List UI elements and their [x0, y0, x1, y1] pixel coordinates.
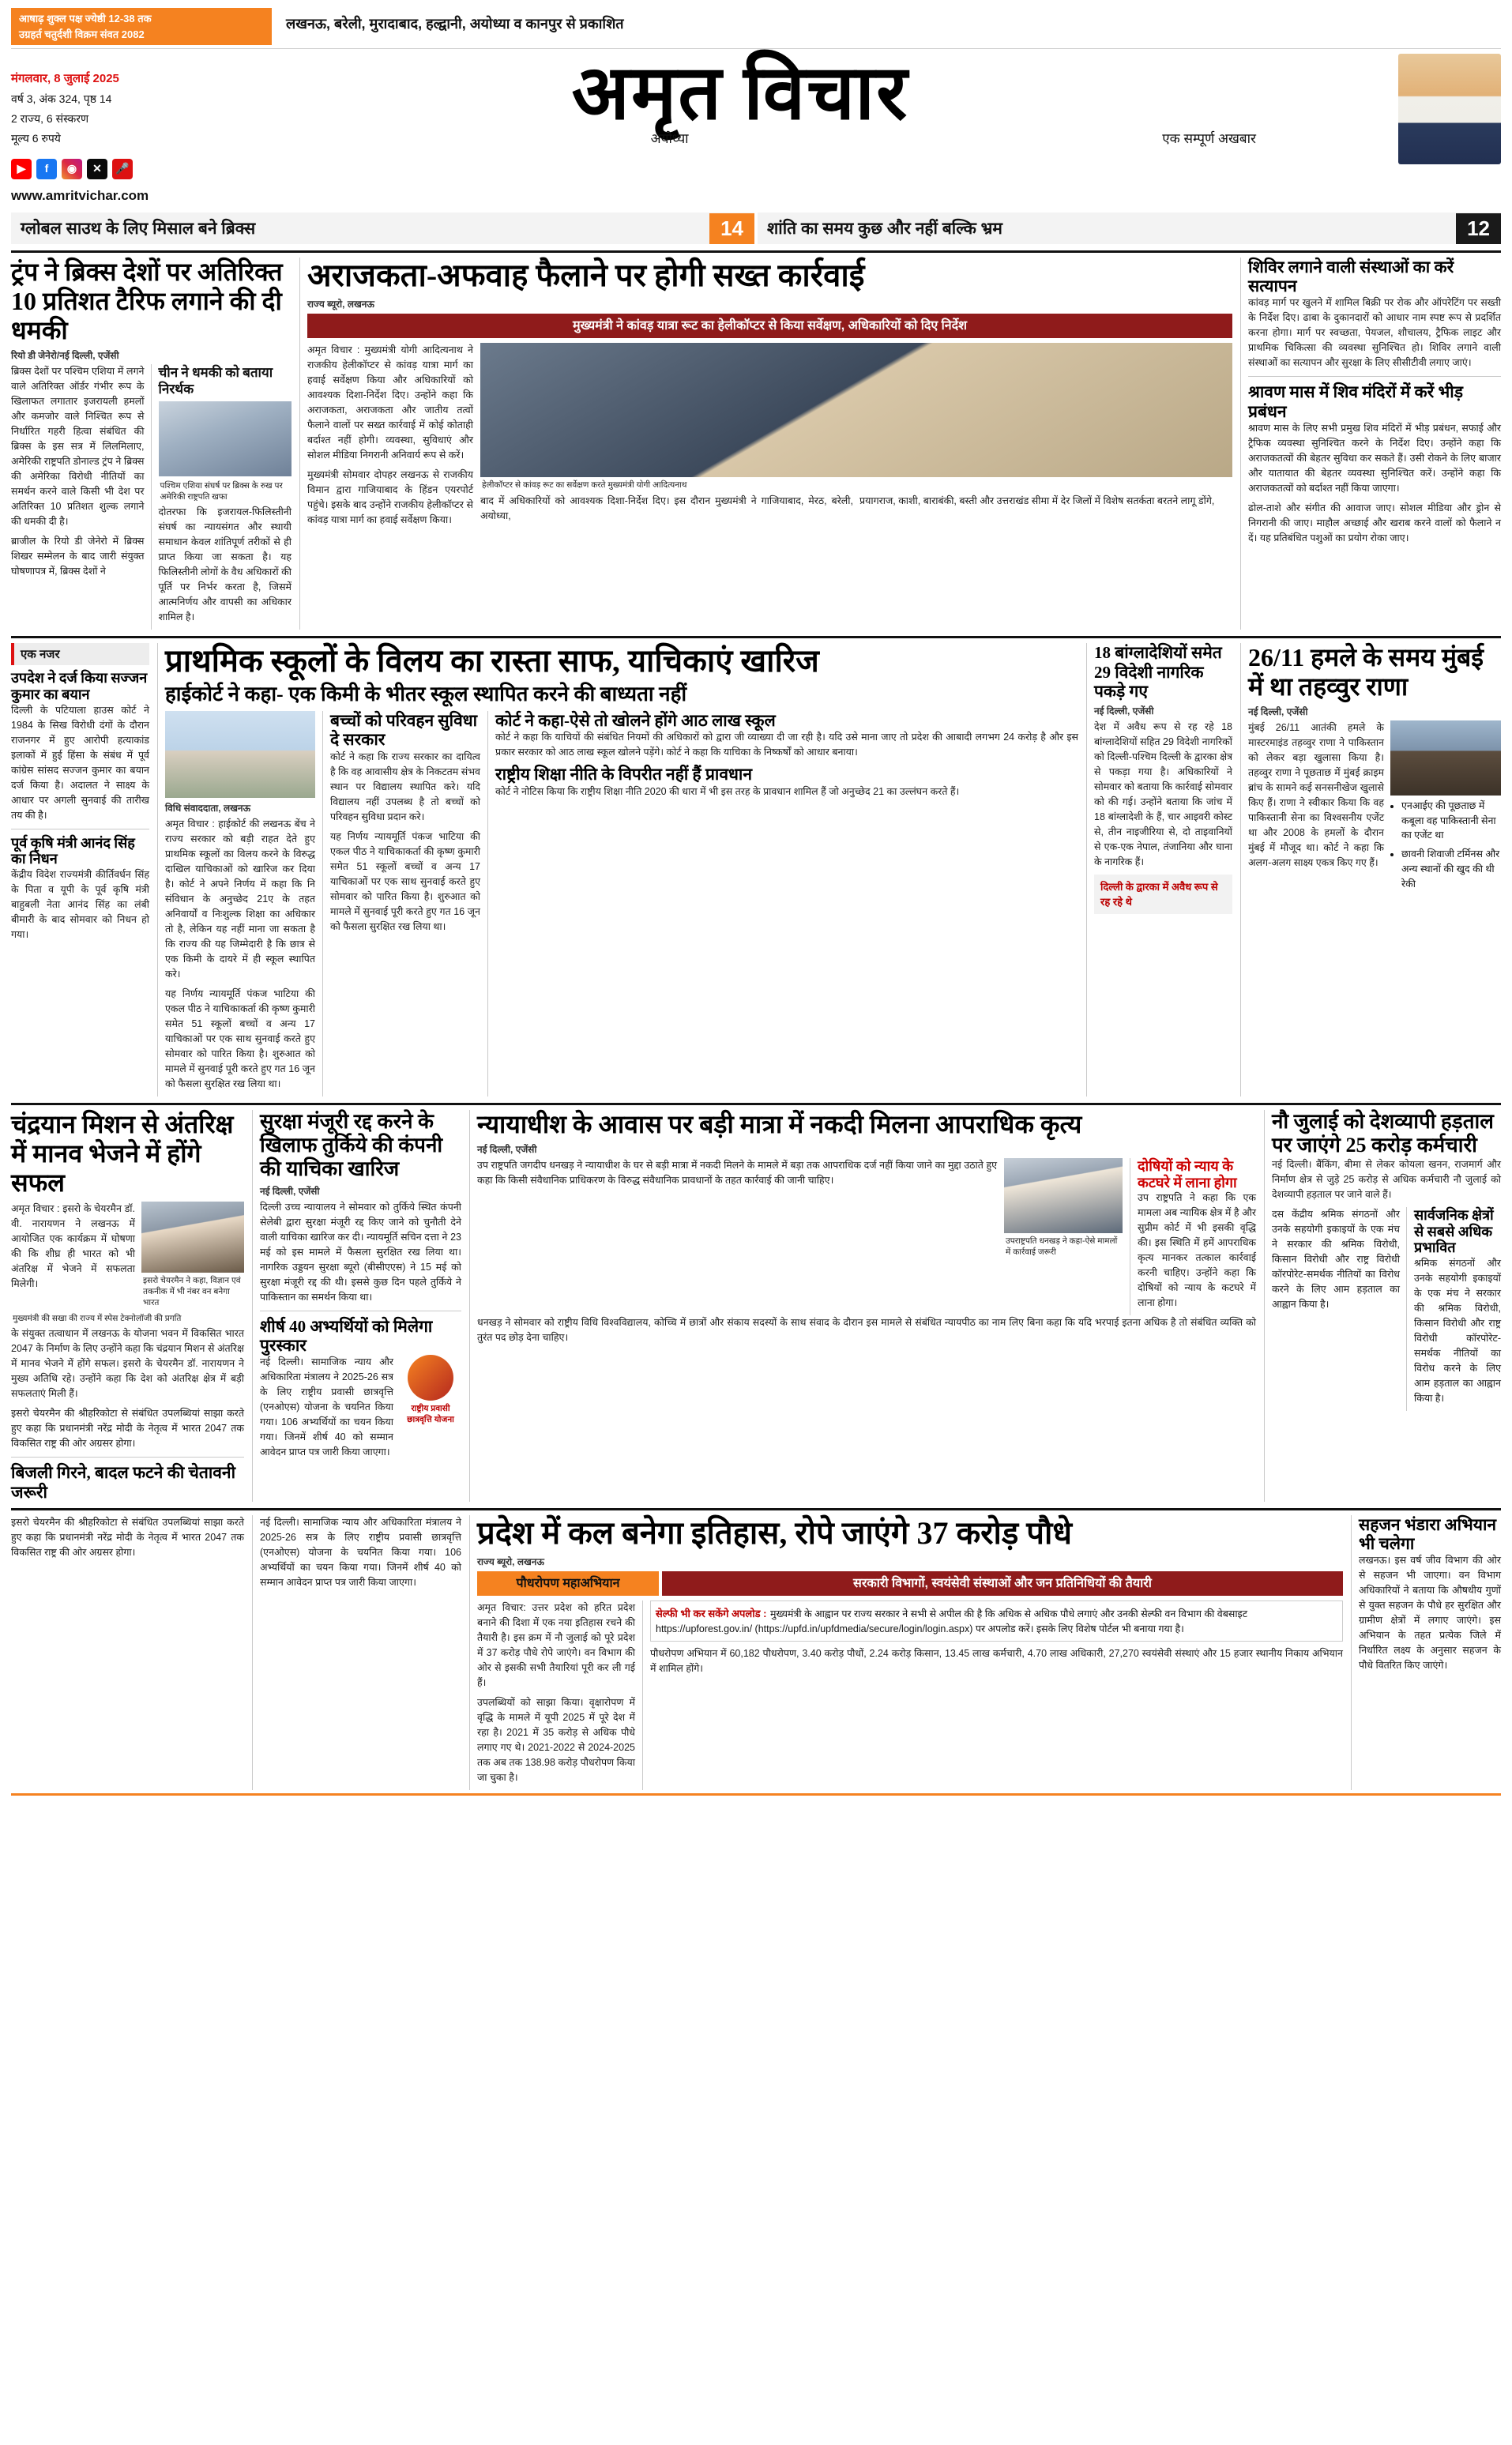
- cm-story: [299, 258, 1232, 630]
- panchang-line-1: आषाढ़ शुक्ल पक्ष ज्येष्ठी 12-38 तक: [19, 13, 152, 24]
- chandrayaan-photo-caption: इसरो चेयरमैन ने कहा, विज्ञान एवं तकनीक में भी नंबर वन बनेगा भारत: [143, 1275, 241, 1308]
- strike-story: [1264, 1110, 1501, 1501]
- ek-nazar-item-1-body: दिल्ली के पटियाला हाउस कोर्ट ने 1984 के सिख विरोधी दंगों के दौरान राजनगर में हुए आरोपी हत्याकांड इलाकों में हुई हिंसा के संबंध में पूर्व कांग्रेस सांसद सज्जन कुमार का बयान दर्ज किया है। अदालत ने साक्ष्य के आधार पर अगली सुनवाई की तारीख तय की है।: [11, 704, 149, 821]
- trees-body-2: उपलब्धियों को साझा किया। वृक्षारोपण में वृद्धि के मामले में यूपी 2025 में पूरे देश में रहा है। 2021 में 35 करोड़ से अधिक पौधे लगाए गए थे। 2021-2022 से 2024-2025 तक अब तक 138.98 करोड़ पौधरोपण किया जा चुका है।: [477, 1696, 635, 1783]
- cm-photo-caption: हेलीकॉप्टर से कांवड़ रूट का सर्वेक्षण करते मुख्यमंत्री योगी आदित्यनाथ: [482, 480, 687, 491]
- scheme-logo-icon: [408, 1355, 453, 1401]
- trees-byline: राज्य ब्यूरो, लखनऊ: [477, 1555, 544, 1567]
- school-subheadline: हाईकोर्ट ने कहा- एक किमी के भीतर स्कूल स्थापित करने की बाध्यता नहीं: [165, 683, 687, 706]
- promo-right[interactable]: [758, 213, 1501, 244]
- rana-body: मुंबई 26/11 आतंकी हमले के मास्टरमाइंड तहव्वुर राणा ने पाकिस्तान को लेकर बड़ा खुलासा किया है। तहव्वुर राणा ने पूछताछ में मुंबई क्राइम ब्रांच के सामने कई सनसनीखेज खुलासे किए हैं। राणा ने स्वीकार किया कि वह पाकिस्तानी सेना का विश्वसनीय एजेंट था और 2008 के हमलों के दौरान मुंबई में मौजूद था। कोर्ट ने कहा कि अलग-अलग साक्ष्य एकत्र किए गए हैं।: [1248, 721, 1384, 868]
- rana-byline: नई दिल्ली, एजेंसी: [1248, 705, 1308, 717]
- cm-body-1b: मुख्यमंत्री सोमवार दोपहर लखनऊ से राजकीय विमान द्वारा गाजियाबाद के हिंडन एयरपोर्ट पहुंचे। इसके बाद उन्होंने राजकीय हेलीकॉप्टर से कांवड़ यात्रा मार्ग का हवाई सर्वेक्षण किया।: [307, 469, 473, 526]
- bangladeshi-headline: 18 बांग्लादेशियों समेत 29 विदेशी नागरिक पकड़े गए: [1094, 643, 1222, 701]
- promo-left[interactable]: [11, 213, 754, 244]
- shravan-body: श्रावण मास के लिए सभी प्रमुख शिव मंदिरों में भीड़ प्रबंधन, सफाई और ट्रैफिक व्यवस्था सुनिश्चित करने के निर्देश दिए। उन्होंने कहा कि अराजकतत्वों की बेहतर सुविधा कर सकते हैं। उसी रोकने के लिए बाजार और यातायात की बेहतर व्यवस्था सुनिश्चित करें। उन्होंने कहा कि अराजकतत्वों को बर्दाश्त नहीं किया जाएगा।: [1248, 422, 1501, 494]
- turkey-byline: नई दिल्ली, एजेंसी: [260, 1185, 320, 1197]
- panchang-line-2: उग्रहर्त चतुर्दशी विक्रम संवत 2082: [19, 28, 145, 40]
- promo-right-page: 12: [1456, 213, 1501, 244]
- trees-left-text-2: नई दिल्ली। सामाजिक न्याय और अधिकारिता मंत्रालय ने 2025-26 सत्र के लिए राष्ट्रीय प्रवासी छात्रवृत्ति (एनओएस) योजना के चयनित किया गया। 106 अभ्यर्थियों का चयन किया गया। जिनमें शीर्ष 40 को सम्मान आवेदन प्राप्त पत्र जारी किया जाएगा।: [260, 1516, 461, 1588]
- masthead: [11, 51, 1501, 208]
- second-news-block: [11, 643, 1501, 1096]
- shravan-body-2: ढोल-ताशे और संगीत की आवाज जाए। सोशल मीडिया और ड्रोन से निगरानी की जाए। माहौल अच्छाई और खराब करने वालों को फैलाने न दें। यह प्रतिबंधित पशुओं का प्रयोग रोका जाए।: [1248, 502, 1501, 544]
- trees-stats: पौधरोपण अभियान में 60,182 पौधरोपण, 3.40 करोड़ पौधों, 2.24 करोड़ किसान, 13.45 लाख कर्मचारी, 4.70 लाख अधिकारी, 27,270 स्वयंसेवी संस्थाएं और 15 हजार स्थानीय निकाय अभियान में शामिल होंगे।: [650, 1648, 1343, 1675]
- promo-left-text: ग्लोबल साउथ के लिए मिसाल बने ब्रिक्स: [21, 220, 256, 239]
- dhankhar-photo: [1004, 1158, 1123, 1233]
- panchang-box: [11, 8, 272, 45]
- website-url[interactable]: www.amritvichar.com: [11, 187, 149, 203]
- judge-story: [469, 1110, 1256, 1501]
- bangladeshi-sidebox-text: दिल्ली के द्वारका में अवैध रूप से रह रहे थे: [1100, 880, 1218, 908]
- masthead-center: [177, 51, 1303, 147]
- eight-lakh-head: कोर्ट ने कहा-ऐसे तो खोलने होंगे आठ लाख स्कूल: [495, 711, 776, 731]
- strike-box-body: श्रमिक संगठनों और उनके सहयोगी इकाइयों के एक मंच ने सरकार की श्रमिक विरोधी, किसान विरोधी और राष्ट्र विरोधी कॉरपोरेट-समर्थक नीतियों का विरोध करने के लिए आम हड़ताल का आह्वान किया है।: [1414, 1258, 1501, 1405]
- cm-body-1: अमृत विचार : मुख्यमंत्री योगी आदित्यनाथ ने राजकीय हेलीकॉप्टर से कांवड़ यात्रा मार्ग का हवाई सर्वेक्षण किया और अधिकारियों को आवश्यक दिशा-निर्देश दिए। उन्होंने कहा कि अराजकता, अराजकता और जातीय तत्वों फैलाने वालों पर सख्त कार्रवाई में कोई कोताही बर्दाश्त नहीं होगी। व्यवस्था, सुविधाएं और सोशल मीडिया निगरानी अनिवार्य रूप से करें।: [307, 344, 473, 461]
- judge-byline: नई दिल्ली, एजेंसी: [477, 1144, 537, 1156]
- school-body-b: यह निर्णय न्यायमूर्ति पंकज भाटिया की एकल पीठ ने याचिकाकर्ता की कृष्ण कुमारी समेत 51 स्कूलों बच्चों व अन्य 17 याचिकाओं पर एक साथ सुनवाई करते हुए सोमवार को पारित किया है। शुरुआत को मामले में सुनवाई पूरी करते हुए गत 16 जून को फैसला सुरक्षित रख लिया था।: [165, 988, 315, 1090]
- trump-sub-headline: चीन ने धमकी को बताया निरर्थक: [158, 364, 273, 397]
- trees-story: [469, 1515, 1343, 1790]
- promo-bar: [11, 213, 1501, 244]
- cm-body-2b: प्रयागराज, काशी, बाराबंकी, बस्ती और उत्तराखंड सीमा में देर जिलों में विशेष सतर्कता बरतने लागू डोंगे,: [859, 495, 1215, 506]
- ek-nazar-column: [11, 643, 149, 1096]
- youtube-icon[interactable]: ▶: [11, 159, 32, 179]
- selfie-box-head: सेल्फी भी कर सकेंगे अपलोड :: [656, 1607, 767, 1619]
- transport-box-body: कोर्ट ने कहा कि राज्य सरकार का दायित्व है कि वह आवासीय क्षेत्र के निकटतम संभव स्थान पर विद्यालय स्थापित करे। यदि विद्यालय नहीं उपलब्ध है तो बच्चों को परिवहन सुविधा प्रदान करे।: [330, 750, 480, 822]
- social-icons-row: [11, 159, 177, 179]
- strike-byline: नई दिल्ली। बैंकिंग, बीमा से लेकर कोयला खनन, राजमार्ग और निर्माण क्षेत्र से जुड़े 25 करोड़ से अधिक कर्मचारी नौ जुलाई को देशव्यापी हड़ताल पर जाने वाले हैं।: [1272, 1159, 1501, 1201]
- taj-hotel-photo: [1390, 720, 1501, 796]
- bangladeshi-sidebox: [1094, 875, 1232, 914]
- sahjan-body: लखनऊ। इस वर्ष जीव विभाग की ओर से सहजन भी जाएगा। वन विभाग अधिकारियों ने बताया कि औषधीय गुणों से युक्त सहजन के पौधे हर सुरक्षित और ग्रामीण क्षेत्रों में लगाए जाएंगे। इस अभियान के तहत प्रत्येक जिले में निर्धारित लक्ष्य के अनुसार सहजन के पौधे वितरित किए जाएंगे।: [1359, 1554, 1501, 1671]
- editions-line: 2 राज्य, 6 संस्करण: [11, 112, 89, 126]
- transport-box-head: बच्चों को परिवहन सुविधा दे सरकार: [330, 711, 478, 750]
- cm-helicopter-photo: [480, 343, 1232, 477]
- rana-headline: 26/11 हमले के समय मुंबई में था तहव्वुर राणा: [1248, 643, 1484, 702]
- rana-story: [1240, 643, 1501, 1096]
- chandrayaan-body: के संयुक्त तत्वाधान में लखनऊ के योजना भवन में विकसित भारत 2047 के निर्माण के लिए उन्होंने कहा कि चंद्रयान मिशन से अंतरिक्ष में मानव भेजने में होंगे सफल। इसरो के चेयरमैन डॉ. नारायणन ने मुख्य अतिथि रहे। उन्होंने कहा कि देश को अंतरिक्ष क्षेत्र में बड़ी सफलताएं मिली हैं।: [11, 1328, 244, 1400]
- top-strip: [11, 8, 1501, 49]
- rana-bullets: [1390, 799, 1501, 892]
- trump-headline: ट्रंप ने ब्रिक्स देशों पर अतिरिक्त 10 प्रतिशत टैरिफ लगाने की दी धमकी: [11, 258, 283, 344]
- newspaper-title: अमृत विचार: [571, 51, 909, 135]
- bijli-headline: बिजली गिरने, बादल फटने की चेतावनी जरूरी: [11, 1463, 236, 1502]
- publication-cities: लखनऊ, बरेली, मुरादाबाद, हल्द्वानी, अयोध्या व कानपुर से प्रकाशित: [286, 16, 624, 32]
- trump-byline: रियो डी जेनेरो/नई दिल्ली, एजेंसी: [11, 349, 119, 361]
- trump-photo: [159, 401, 292, 476]
- sahjan-story: [1351, 1515, 1501, 1790]
- convict-box-body: उप राष्ट्रपति ने कहा कि एक मामला अब न्यायिक क्षेत्र में है और सुप्रीम कोर्ट में भी इसकी वृद्धि की। इस स्थिति में हमें आपराधिक कृत्य मानकर तत्काल कार्रवाई करनी चाहिए। उन्होंने कहा कि दोषियों को न्याय के कटघरे में लाना होगा।: [1138, 1192, 1256, 1309]
- trump-photo-caption: पश्चिम एशिया संघर्ष पर ब्रिक्स के रुख पर अमेरिकी राष्ट्रपति खफा: [160, 481, 283, 502]
- trees-body: अमृत विचार: उत्तर प्रदेश को हरित प्रदेश बनाने की दिशा में एक नया इतिहास रचने की तैयारी है। इस क्रम में नौ जुलाई को पूरे प्रदेश में 37 करोड़ पौधे रोपे जाएंगे। वन विभाग की ओर से इसकी सभी तैयारियां पूरी कर ली गई हैं।: [477, 1601, 635, 1688]
- trees-left-filler-2: [252, 1515, 461, 1790]
- leader-portrait-photo: [1398, 54, 1501, 164]
- trees-left-filler: [11, 1515, 244, 1790]
- scheme-name: राष्ट्रीय प्रवासी छात्रवृत्ति योजना: [407, 1404, 454, 1425]
- strike-box-head: सार्वजनिक क्षेत्रों से सबसे अधिक प्रभावित: [1414, 1207, 1494, 1256]
- strike-headline: नौ जुलाई को देशव्यापी हड़ताल पर जाएंगे 25 करोड़ कर्मचारी: [1272, 1110, 1494, 1157]
- mic-icon[interactable]: 🎤: [112, 159, 133, 179]
- cm-banner: मुख्यमंत्री ने कांवड़ यात्रा रूट का हेलीकॉप्टर से किया सर्वेक्षण, अधिकारियों को दिए निर्देश: [307, 314, 1232, 338]
- school-headline: प्राथमिक स्कूलों के विलय का रास्ता साफ, याचिकाएं खारिज: [165, 643, 819, 679]
- price-line: मूल्य 6 रुपये: [11, 132, 61, 145]
- judge-body-2: धनखड़ ने सोमवार को राष्ट्रीय विधि विश्वविद्यालय, कोच्चि में छात्रों और संकाय सदस्यों के साथ संवाद के दौरान इस मामले से संबंधित न्यायपीठ का नाम लिए बिना कहा कि यदि भरपाई इतना अधिक है तो संबंधित व्यक्ति को तुरंत पद छोड़ देना चाहिए।: [477, 1317, 1256, 1344]
- promo-right-text: शांति का समय कुछ और नहीं बल्कि भ्रम: [767, 220, 1002, 239]
- ek-nazar-item-2-head: पूर्व कृषि मंत्री आनंद सिंह का निधन: [11, 834, 135, 867]
- x-icon[interactable]: ✕: [87, 159, 107, 179]
- rana-bullet-2: • छावनी शिवाजी टर्मिनस और अन्य स्थानों की खुद की थी रेकी: [1401, 847, 1501, 891]
- turkey-body: दिल्ली उच्च न्यायालय ने सोमवार को तुर्किये स्थित कंपनी सेलेबी द्वारा सुरक्षा मंजूरी रद्द किए जाने को चुनौती देने वाली याचिका खारिज कर दी। न्यायमूर्ति सचिन दत्ता ने 23 मई को इस मामले में फैसला सुरक्षित रख लिया था। नागरिक उड्डयन सुरक्षा ब्यूरो (बीसीएएस) ने 15 मई को सुरक्षा मंजूरी रद्द की थी। इससे कुछ दिन पहले तुर्किये ने पाकिस्तान का समर्थन किया था।: [260, 1201, 461, 1303]
- selfie-box-body: मुख्यमंत्री के आह्वान पर राज्य सरकार ने सभी से अपील की है कि अधिक से अधिक पौधे लगाएं और उनकी सेल्फी वन विभाग की वेबसाइट https://upforest.gov.in/ (https://upfd.in/upfdmedia/secure/login/login.aspx) पर अपलोड करें। इसके लिए विशेष पोर्टल भी बनाया गया है।: [656, 1608, 1247, 1634]
- ek-nazar-title: एक नजर: [11, 643, 149, 665]
- cm-headline: अराजकता-अफवाह फैलाने पर होगी सख्त कार्रवाई: [307, 258, 865, 294]
- nep-head: राष्ट्रीय शिक्षा नीति के विपरीत नहीं हैं प्रावधान: [495, 765, 753, 784]
- volume-line: वर्ष 3, अंक 324, पृष्ठ 14: [11, 92, 112, 105]
- masthead-tagline: एक सम्पूर्ण अखबार: [1162, 130, 1256, 146]
- chandrayaan-caption-2: मुख्यमंत्री की सखा की राज्य में स्पेस टेक्नोलॉजी की प्रगति: [13, 1314, 182, 1324]
- rana-bullet-1: • एनआईए की पूछताछ में कबूला वह पाकिस्तानी सेना का एजेंट था: [1401, 799, 1501, 843]
- eight-lakh-body: कोर्ट ने कहा कि याचियों की संबंधित नियमों की अधिकारों को द्वारा जी व्याख्या दी जा रही है। यदि उसे माना जाए तो प्रदेश की आबादी लगभग 24 करोड़ है और इस प्रकार सरकार को आठ लाख स्कूल खोलने पड़ेंगे। कोर्ट ने कहा कि याचिका के निष्कर्षों को आधार बनाया।: [495, 732, 1078, 758]
- sahjan-headline: सहजन भंडारा अभियान भी चलेगा: [1359, 1514, 1497, 1553]
- masthead-edition-city: अयोध्या: [650, 130, 689, 146]
- trees-block: [11, 1515, 1501, 1790]
- ek-nazar-item-2-body: केंद्रीय विदेश राज्यमंत्री कीर्तिवर्धन सिंह के पिता व यूपी के पूर्व कृषि मंत्री बाहुबली नेता आनंद सिंह का लंबी बीमारी के बाद सोमवार को निधन हो गया।: [11, 869, 149, 941]
- trees-banner-right: सरकारी विभागों, स्वयंसेवी संस्थाओं और जन प्रतिनिधियों की तैयारी: [662, 1571, 1343, 1596]
- ek-nazar-item-1-head: उपदेश ने दर्ज किया सज्जन कुमार का बयान: [11, 670, 148, 703]
- high-court-photo: [165, 711, 315, 798]
- judge-headline: न्यायाधीश के आवास पर बड़ी मात्रा में नकदी मिलना आपराधिक कृत्य: [477, 1110, 1082, 1139]
- bangladeshi-body: देश में अवैध रूप से रह रहे 18 बांग्लादेशियों सहित 29 विदेशी नागरिकों को दिल्ली-पश्चिम दिल्ली के द्वारका क्षेत्र से पकड़ा गया है। अधिकारियों ने सोमवार को बताया कि कार्रवाई सोमवार को की गई। उन्होंने बताया कि जांच में 18 बांग्लादेशी के हैं, चार आइवरी कोस्ट से, तीन नाइजीरिया से, दो ताइवानियों से एक-एक नेपाल, तंजानिया और घाना के नागरिक हैं।: [1094, 720, 1232, 867]
- judge-body: उप राष्ट्रपति जगदीप धनखड़ ने न्यायाधीश के घर से बड़ी मात्रा में नकदी मिलने के मामले में बड़ा तक आपराधिक दर्ज नहीं किया जाने का मुद्दा उठाते हुए कहा कि किसी संवैधानिक प्राधिकरण के विरुद्ध संवैधानिक प्रावधानों के तहत कार्रवाई की जानी चाहिए।: [477, 1160, 997, 1187]
- turkey-headline: सुरक्षा मंजूरी रद्द करने के खिलाफ तुर्किये की कंपनी की याचिका खारिज: [260, 1110, 443, 1181]
- camps-story: [1240, 258, 1501, 630]
- nep-body: कोर्ट ने नोटिस किया कि राष्ट्रीय शिक्षा नीति 2020 की धारा में भी इस तरह के प्रावधान शामिल हैं जो अनुच्छेद 21 का उल्लंघन करते हैं।: [495, 785, 960, 797]
- selfie-box: [650, 1601, 1343, 1642]
- chandrayaan-story: [11, 1110, 244, 1501]
- promo-left-page: 14: [709, 213, 754, 244]
- trees-left-text: इसरो चेयरमैन की श्रीहरिकोटा से संबंधित उपलब्धियां साझा करते हुए कहा कि प्रधानमंत्री नरेंद्र मोदी के नेतृत्व में भारत 2047 तक विकसित राष्ट्र की ओर अग्रसर होगा।: [11, 1516, 244, 1558]
- cm-body-2: बाद में अधिकारियों को आवश्यक दिशा-निर्देश दिए। इस दौरान मुख्यमंत्री ने गाजियाबाद, मेरठ, बरेली, अयोध्या,: [480, 495, 853, 521]
- chandrayaan-body-2: इसरो चेयरमैन की श्रीहरिकोटा से संबंधित उपलब्धियां साझा करते हुए कहा कि प्रधानमंत्री नरेंद्र मोदी के नेतृत्व में भारत 2047 तक विकसित राष्ट्र की ओर अग्रसर होगा।: [11, 1408, 244, 1450]
- trump-sub-body: दोतरफा कि इजरायल-फिलिस्तीनी संघर्ष का न्यायसंगत और स्थायी समाधान केवल शांतिपूर्ण तरीकों से ही प्राप्त किया जा सकता है। यह फिलिस्तीनी लोगों के वैध अधिकारों की पूर्ति पर निर्भर करता है, जिसमें आत्मनिर्णय और वापसी का अधिकार शामिल है।: [158, 506, 291, 623]
- masthead-left-info: [11, 54, 177, 208]
- school-body-a: अमृत विचार : हाईकोर्ट की लखनऊ बेंच ने राज्य सरकार को बड़ी राहत देते हुए प्राथमिक स्कूलों का विलय करने के विरुद्ध दाखिल याचिकाओं को खारिज कर दिया है। कोर्ट ने अपने निर्णय में कहा कि नि संविधान के अनुच्छेद 21ए के तहत अनिवार्यों व निःशुल्क शिक्षा का अधिकार तो है, लेकिन यह नहीं माना जा सकता है कि राज्य की यह जिम्मेदारी है कि छात्र से एक किमी के दायरे में ही स्कूल स्थापित करे।: [165, 818, 315, 980]
- chandrayaan-byline: अमृत विचार : इसरो के चेयरमैन डॉ. वी. नारायणन ने लखनऊ में आयोजित एक कार्यक्रम में घोषणा की कि शीघ्र ही भारत को भी अंतरिक्ष में भेजने में सफलता मिलेगी।: [11, 1202, 135, 1289]
- camps-body: कांवड़ मार्ग पर खुलने में शामिल बिक्री पर रोक और ऑपरेटिंग पर सख्ती के निर्देश दिए। ढाबा के दुकानदारों को आधार नाम स्पष्ट रूप से प्रदर्शित करना होगा। मार्ग पर स्वच्छता, पेयजल, शौचालय, ट्रैफिक लाइट और प्राथमिक चिकित्सा की व्यवस्था सुनिश्चित हो। शिविर लगाने वाली संस्थाओं का सत्यापन और सुरक्षा के लिए सीसीटीवी लगाए जाएं।: [1248, 297, 1501, 369]
- turkey-story: [252, 1110, 461, 1501]
- school-merger-story: [157, 643, 1078, 1096]
- instagram-icon[interactable]: ◉: [62, 159, 82, 179]
- school-extra-1: यह निर्णय न्यायमूर्ति पंकज भाटिया की एकल पीठ ने याचिकाकर्ता की कृष्ण कुमारी समेत 51 स्कूलों बच्चों व अन्य 17 याचिकाओं पर एक साथ सुनवाई करते हुए सोमवार को पारित किया है। शुरुआत को मामले में सुनवाई पूरी करते हुए गत 16 जून को फैसला सुरक्षित रख लिया था।: [330, 830, 480, 932]
- camps-headline: शिविर लगाने वाली संस्थाओं का करें सत्यापन: [1248, 258, 1454, 296]
- convict-box-head: दोषियों को न्याय के कटघरे में लाना होगा: [1138, 1158, 1237, 1191]
- shravan-headline: श्रावण मास में शिव मंदिरों में करें भीड़ प्रबंधन: [1248, 382, 1463, 421]
- date-line: मंगलवार, 8 जुलाई 2025: [11, 72, 119, 85]
- school-byline: विधि संवाददाता, लखनऊ: [165, 803, 250, 814]
- third-news-block: [11, 1110, 1501, 1501]
- cm-byline: राज्य ब्यूरो, लखनऊ: [307, 299, 374, 310]
- trump-body-2: ब्राजील के रियो डी जेनेरो में ब्रिक्स शिखर सम्मेलन के बाद जारी संयुक्त घोषणापत्र में, ब्रिक्स देशों ने: [11, 535, 145, 577]
- strike-body: दस केंद्रीय श्रमिक संगठनों और उनके सहयोगी इकाइयों के एक मंच ने सरकार की श्रमिक विरोधी, किसान विरोधी और राष्ट्र विरोधी कॉरपोरेट-समर्थक नीतियों का विरोध करने के लिए आम हड़ताल का आह्वान किया है।: [1272, 1209, 1400, 1311]
- trump-body-1: ब्रिक्स देशों पर पश्चिम एशिया में लगने वाले अतिरिक्त ऑर्डर गंभीर रूप के खिलाफत लगातार इजरायली हमलों और कमजोर वाले निश्चित रूप से निर्धारित गहरी हित्वा संबंधित की ब्रिक्स के इस सत्र में लिलमिलाए, अमेरिकी राष्ट्रपति डोनाल्ड ट्रंप ने ब्रिक्स की अमेरिका विरोधी नीतियों का समर्थन करने वाले किसी भी देश पर अतिरिक्त 10 प्रतिशत शुल्क लगाने की धमकी दी है।: [11, 365, 145, 527]
- masthead-right: [1303, 54, 1501, 164]
- judge-kicker: उपराष्ट्रपति धनखड़ ने कहा-ऐसे मामलों में कार्रवाई जरूरी: [1006, 1236, 1118, 1258]
- top-news-block: [11, 258, 1501, 630]
- award-body: नई दिल्ली। सामाजिक न्याय और अधिकारिता मंत्रालय ने 2025-26 सत्र के लिए राष्ट्रीय प्रवासी छात्रवृत्ति (एनओएस) योजना के चयनित किया गया। 106 अभ्यर्थियों का चयन किया गया। जिनमें शीर्ष 40 को सम्मान आवेदन प्राप्त पत्र जारी किया जाएगा।: [260, 1356, 393, 1458]
- facebook-icon[interactable]: f: [36, 159, 57, 179]
- bangladeshi-byline: नई दिल्ली, एजेंसी: [1094, 705, 1154, 717]
- bangladeshi-story: [1086, 643, 1232, 1096]
- trees-banner-left: पौधरोपण महाअभियान: [477, 1571, 659, 1596]
- isro-chairman-photo: [141, 1202, 244, 1273]
- trees-headline: प्रदेश में कल बनेगा इतिहास, रोपे जाएंगे 37 करोड़ पौधे: [477, 1514, 1072, 1551]
- award-headline: शीर्ष 40 अभ्यर्थियों को मिलेगा पुरस्कार: [260, 1316, 433, 1356]
- trump-story: [11, 258, 291, 630]
- chandrayaan-headline: चंद्रयान मिशन से अंतरिक्ष में मानव भेजने में होंगे सफल: [11, 1110, 234, 1197]
